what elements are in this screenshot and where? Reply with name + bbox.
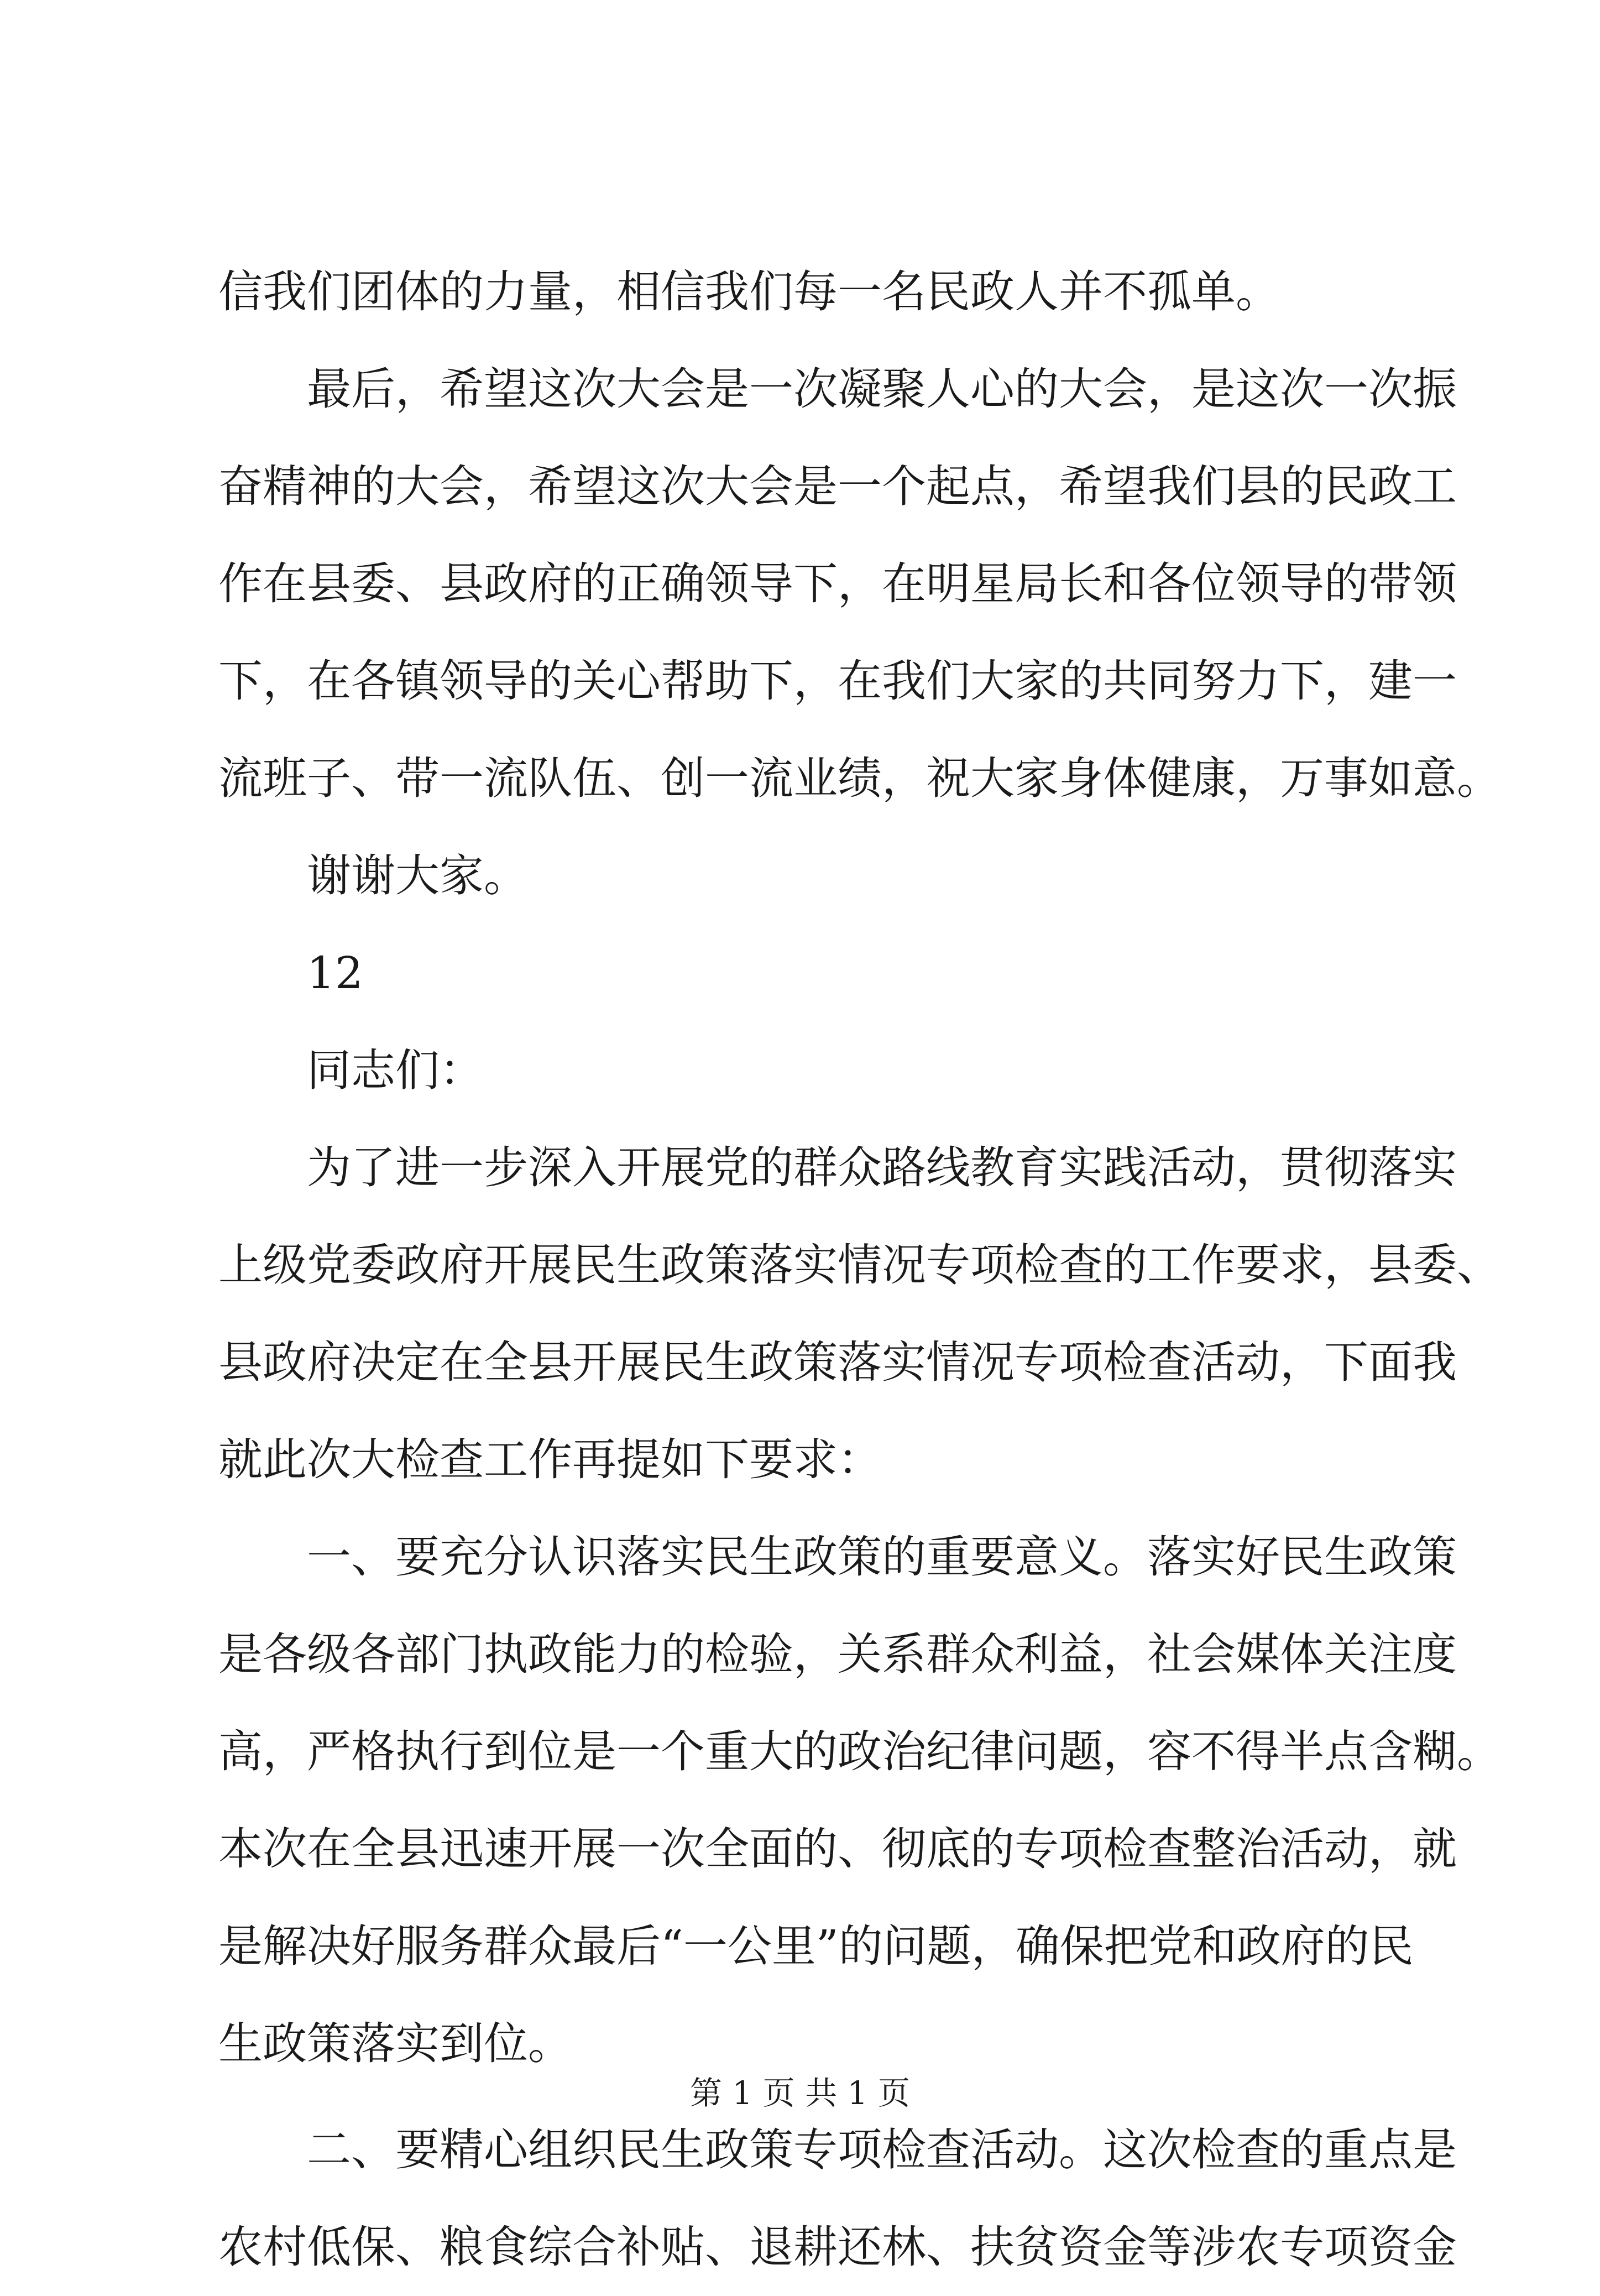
text-line: 高，严格执行到位是一个重大的政治纪律问题，容不得半点含糊。 [218, 1726, 1501, 1777]
text-line: 同志们： [307, 1045, 484, 1096]
page-number-footer: 第 1 页 共 1 页 [690, 2074, 910, 2112]
text-line: 流班子、带一流队伍、创一流业绩，祝大家身体健康，万事如意。 [218, 753, 1501, 804]
text-line: 农村低保、粮食综合补贴、退耕还林、扶贫资金等涉农专项资金 [218, 2221, 1457, 2273]
body-text [218, 243, 1501, 2296]
text-line: 为了进一步深入开展党的群众路线教育实践活动，贯彻落实 [307, 1142, 1457, 1193]
text-line: 上级党委政府开展民生政策落实情况专项检查的工作要求，县委、 [218, 1239, 1501, 1291]
text-line: 本次在全县迅速开展一次全面的、彻底的专项检查整治活动，就 [218, 1823, 1457, 1875]
text-line: 是各级各部门执政能力的检验，关系群众利益，社会媒体关注度 [218, 1629, 1457, 1680]
text-line: 奋精神的大会，希望这次大会是一个起点，希望我们县的民政工 [218, 461, 1457, 512]
text-line: 下，在各镇领导的关心帮助下，在我们大家的共同努力下，建一 [218, 655, 1457, 707]
text-line: 作在县委、县政府的正确领导下，在明星局长和各位领导的带领 [218, 558, 1457, 609]
text-line: 12 [307, 947, 363, 999]
text-line: 二、要精心组织民生政策专项检查活动。这次检查的重点是 [307, 2124, 1457, 2175]
text-line: 县政府决定在全县开展民生政策落实情况专项检查活动，下面我 [218, 1337, 1457, 1388]
text-line: 一、要充分认识落实民生政策的重要意义。落实好民生政策 [307, 1531, 1457, 1583]
text-line: 谢谢大家。 [307, 850, 528, 901]
text-line: 就此次大检查工作再提如下要求： [218, 1434, 882, 1485]
text-line: 是解决好服务群众最后“一公里”的问题，确保把党和政府的民 [218, 1921, 1414, 1972]
text-line: 生政策落实到位。 [218, 2018, 572, 2069]
text-line: 最后，希望这次大会是一次凝聚人心的大会，是这次一次振 [307, 363, 1457, 415]
text-line: 信我们团体的力量，相信我们每一名民政人并不孤单。 [218, 266, 1280, 317]
